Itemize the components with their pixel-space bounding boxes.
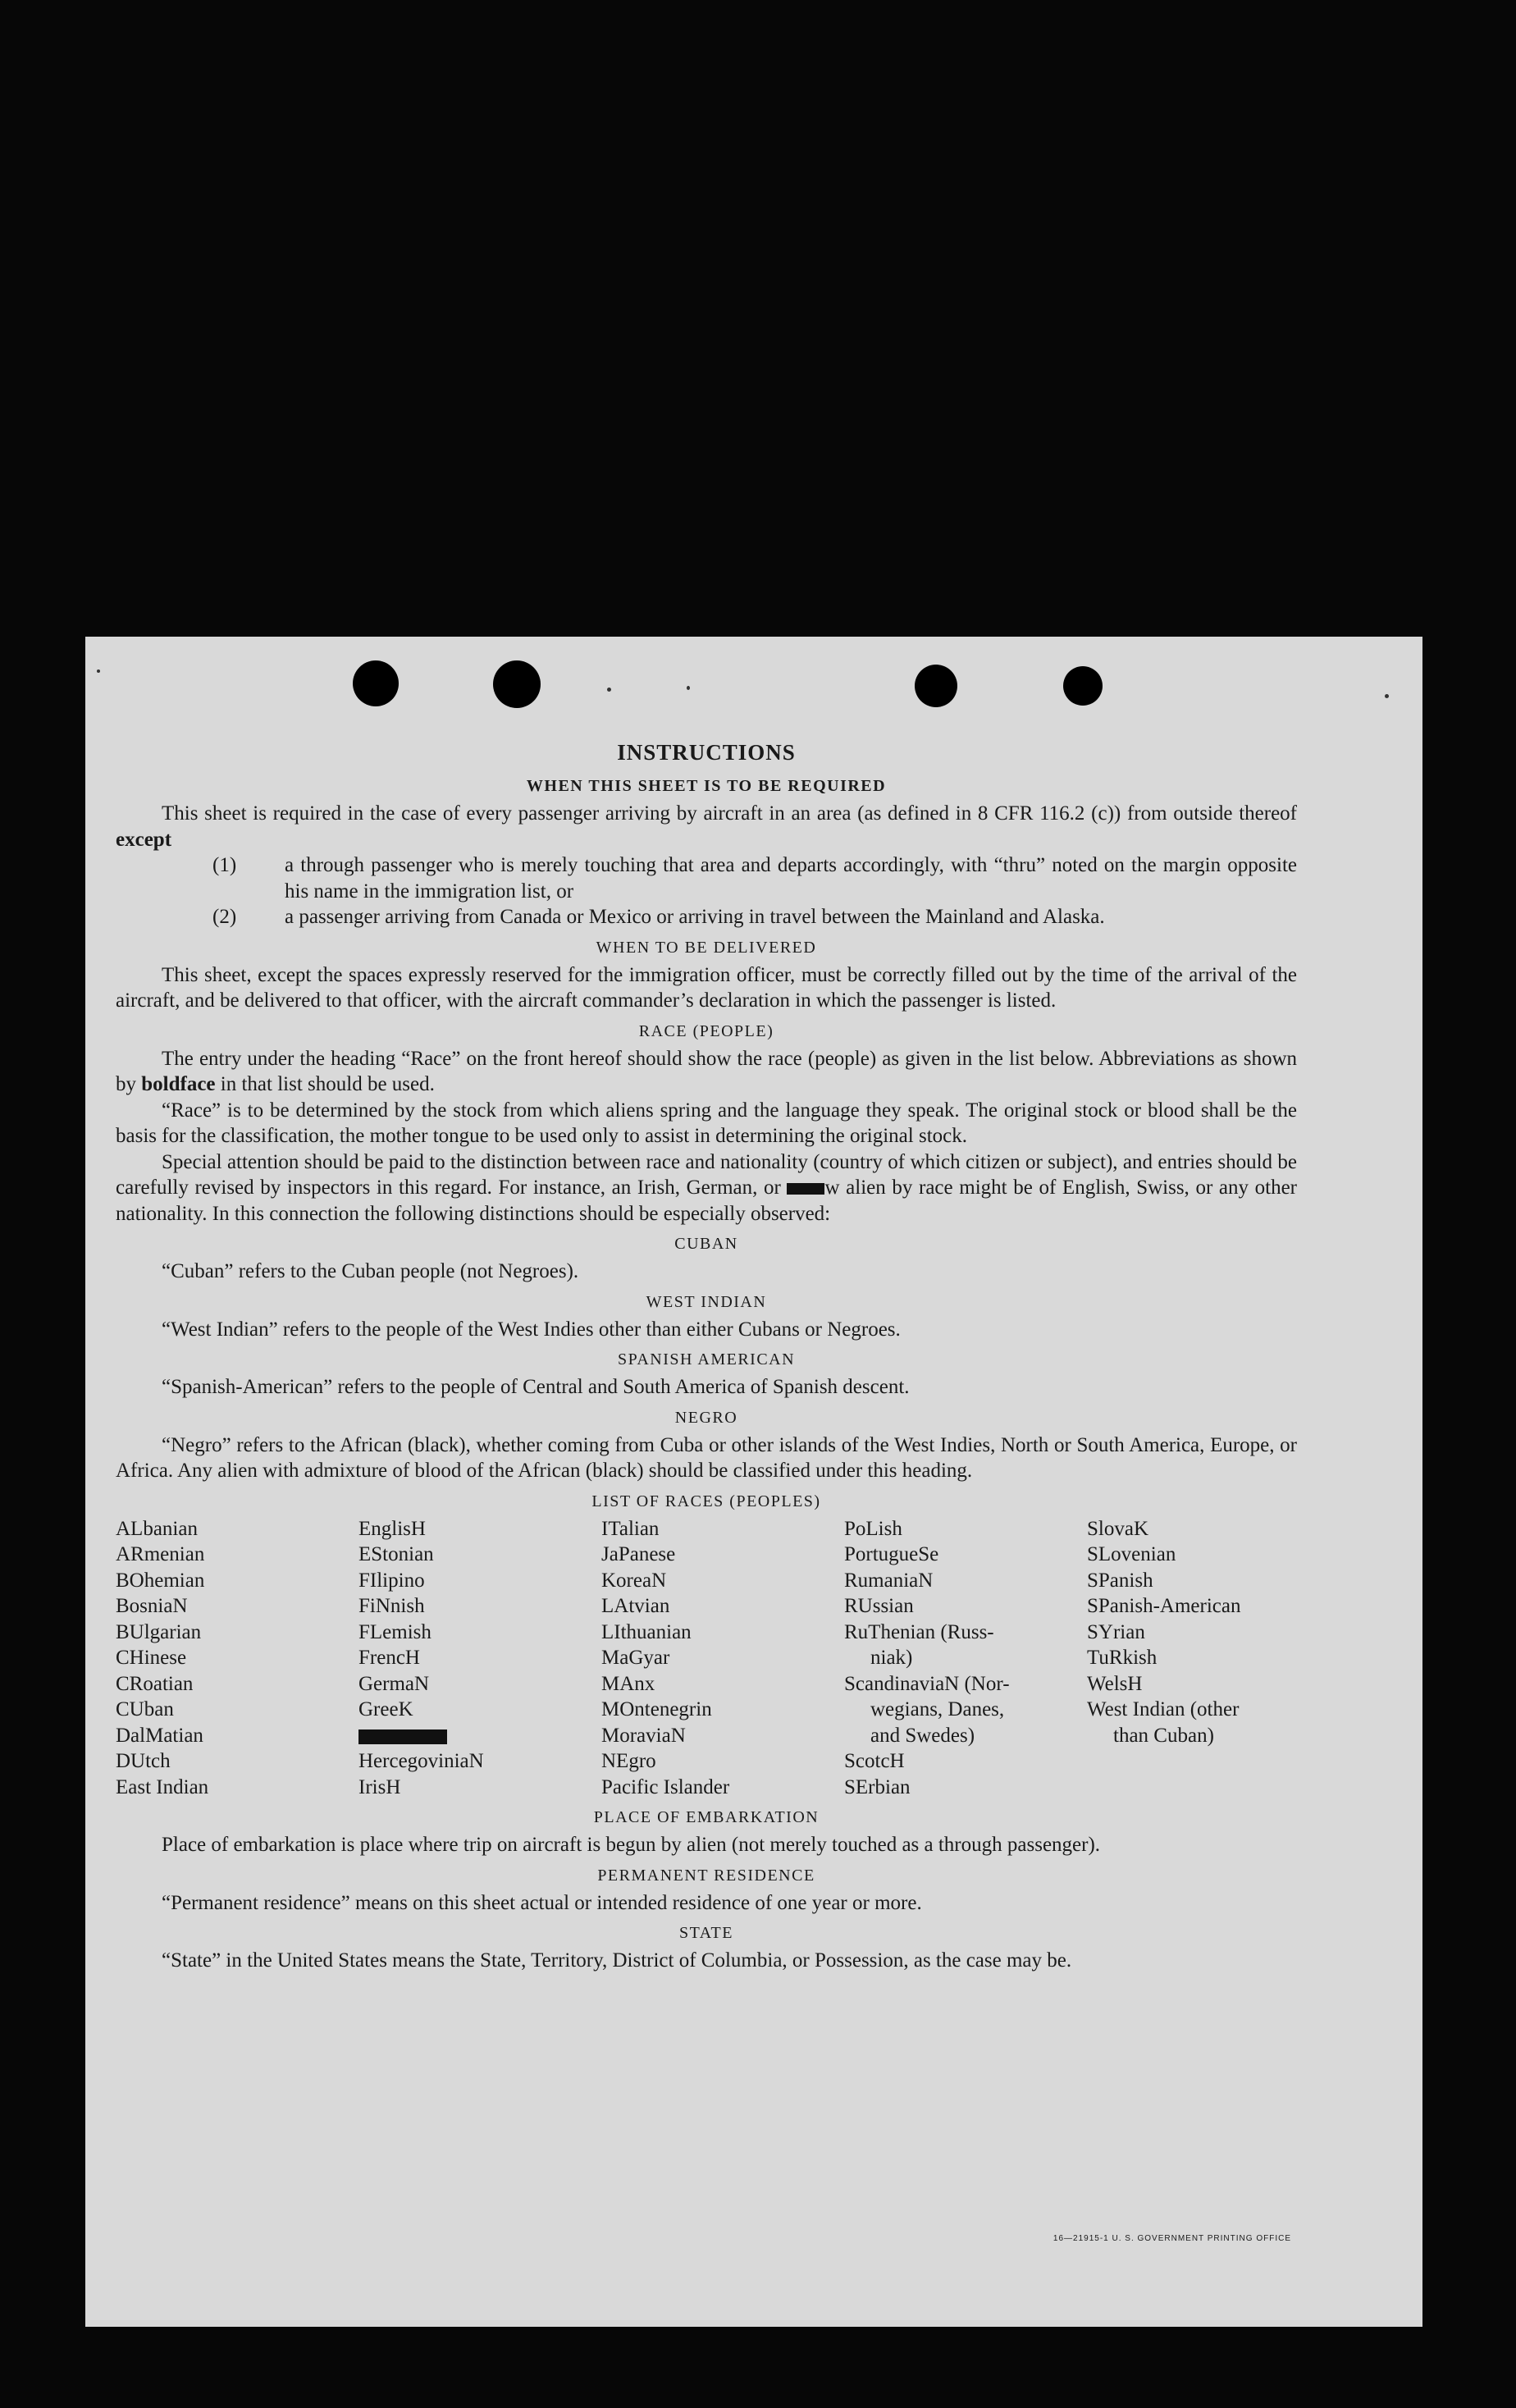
race-item: SYrian <box>1087 1620 1145 1643</box>
punch-hole <box>353 660 399 706</box>
race-item: GermaN <box>358 1672 430 1695</box>
race-item: ALbanian <box>116 1517 198 1540</box>
race-item: DalMatian <box>116 1724 203 1747</box>
section-heading: STATE <box>679 1924 733 1942</box>
list-item: (1) a through passenger who is merely touching that area and departs accordingly, with “thru” noted on the margin opposite his name in the immigration list, or <box>212 854 1297 902</box>
race-item: SPanish-American <box>1087 1595 1241 1617</box>
race-item: FLemish <box>358 1620 432 1643</box>
race-item: DUtch <box>116 1750 171 1772</box>
race-column <box>1087 1516 1330 1801</box>
race-item: FIlipino <box>358 1569 425 1592</box>
race-item: GreeK <box>358 1698 413 1720</box>
race-item: ITalian <box>601 1517 660 1540</box>
paragraph: This sheet is required in the case of every passenger arriving by aircraft in an area (as defined in 8 CFR 116.2 (c)) from outside thereof except <box>116 802 1297 851</box>
race-column <box>844 1516 1087 1801</box>
race-item: TuRkish <box>1087 1647 1158 1669</box>
section-heading: WHEN THIS SHEET IS TO BE REQUIRED <box>526 777 887 795</box>
race-item: CRoatian <box>116 1672 194 1695</box>
race-item: NEgro <box>601 1750 656 1772</box>
section-heading: SPANISH AMERICAN <box>617 1350 796 1368</box>
race-item: LIthuanian <box>601 1620 692 1643</box>
section-heading: PERMANENT RESIDENCE <box>597 1866 815 1885</box>
instructions-content <box>116 740 1297 1974</box>
race-item: MoraviaN <box>601 1724 686 1747</box>
race-item: EnglisH <box>358 1517 426 1540</box>
race-item: ScotcH <box>844 1750 905 1772</box>
document-sheet <box>85 637 1422 2327</box>
race-item: and Swedes) <box>870 1724 975 1747</box>
race-item: LAtvian <box>601 1595 670 1617</box>
paragraph: The entry under the heading “Race” on the front hereof should show the race (people) as given in the list below. Abbreviations as shown by boldface in that list should be used. <box>116 1047 1297 1095</box>
race-item: East Indian <box>116 1775 209 1798</box>
race-item: PoLish <box>844 1517 902 1540</box>
paragraph: “Race” is to be determined by the stock from which aliens spring and the language they speak. The original stock or blood shall be the basis for the classification, the mother tongue to be used only to assist in determining the original stock. <box>116 1099 1297 1147</box>
race-item: FrencH <box>358 1647 420 1669</box>
race-item: ARmenian <box>116 1543 205 1565</box>
punch-hole <box>1063 666 1103 706</box>
race-item: SErbian <box>844 1775 911 1798</box>
speck <box>1385 694 1389 698</box>
paragraph: “Spanish-American” refers to the people of Central and South America of Spanish descent. <box>162 1376 910 1398</box>
race-item: ScandinaviaN (Nor- <box>844 1672 1010 1695</box>
race-list <box>116 1516 1297 1801</box>
race-item: wegians, Danes, <box>870 1698 1005 1720</box>
paragraph: This sheet, except the spaces expressly reserved for the immigration officer, must be correctly filled out by the time of the arrival of the aircraft, and be delivered to that officer, with the aircraft commander’s declaration in which the passenger is listed. <box>116 963 1297 1012</box>
race-item: CHinese <box>116 1647 187 1669</box>
printer-footer: 16—21915-1 U. S. GOVERNMENT PRINTING OFFICE <box>1053 2234 1291 2243</box>
race-item: FiNnish <box>358 1595 425 1617</box>
race-item: JaPanese <box>601 1543 676 1565</box>
race-item: PortugueSe <box>844 1543 939 1565</box>
race-item: SPanish <box>1087 1569 1153 1592</box>
speck <box>97 669 100 673</box>
race-item: WelsH <box>1087 1672 1143 1695</box>
section-heading: WEST INDIAN <box>646 1292 767 1311</box>
race-item: KoreaN <box>601 1569 667 1592</box>
race-item: than Cuban) <box>1113 1724 1214 1747</box>
list-item: (2) a passenger arriving from Canada or Mexico or arriving in travel between the Mainland and Alaska. <box>212 906 1105 928</box>
race-item: MOntenegrin <box>601 1698 712 1720</box>
redaction-mark <box>787 1183 824 1195</box>
punch-hole <box>915 665 957 707</box>
section-heading: WHEN TO BE DELIVERED <box>596 938 817 957</box>
race-column <box>116 1516 358 1801</box>
race-column <box>601 1516 844 1801</box>
section-heading: RACE (PEOPLE) <box>638 1021 774 1040</box>
speck <box>687 686 690 690</box>
paragraph: “State” in the United States means the State, Territory, District of Columbia, or Possession, as the case may be. <box>162 1949 1072 1972</box>
section-heading: CUBAN <box>674 1235 738 1253</box>
race-item: RUssian <box>844 1595 914 1617</box>
race-item: niak) <box>870 1647 913 1669</box>
section-heading: PLACE OF EMBARKATION <box>593 1808 820 1826</box>
race-item: RuThenian (Russ- <box>844 1620 994 1643</box>
race-item: SLovenian <box>1087 1543 1176 1565</box>
race-item: BosniaN <box>116 1595 188 1617</box>
race-item: BOhemian <box>116 1569 205 1592</box>
race-column <box>358 1516 601 1801</box>
race-item: MAnx <box>601 1672 655 1695</box>
race-item: RumaniaN <box>844 1569 934 1592</box>
paragraph: “Negro” refers to the African (black), whether coming from Cuba or other islands of the West Indies, North or South America, Europe, or Africa. Any alien with admixture of blood of the African (black) should be classified under this heading. <box>116 1433 1297 1482</box>
paragraph: “West Indian” refers to the people of the West Indies other than either Cubans or Negroes. <box>162 1318 901 1341</box>
paragraph: “Cuban” refers to the Cuban people (not Negroes). <box>162 1260 579 1282</box>
paragraph: Special attention should be paid to the distinction between race and nationality (country of which citizen or subject), and entries should be carefully revised by inspectors in this regard. For instance, an Irish, German, or w alien by race might be of English, Swiss, or any other nationality. In this connection the following distinctions should be especially observed: <box>116 1150 1298 1225</box>
page-title: INSTRUCTIONS <box>617 740 796 765</box>
section-heading: LIST OF RACES (PEOPLES) <box>591 1492 821 1510</box>
paragraph: “Permanent residence” means on this sheet actual or intended residence of one year or more. <box>162 1891 922 1914</box>
race-item: BUlgarian <box>116 1620 202 1643</box>
paragraph: Place of embarkation is place where trip on aircraft is begun by alien (not merely touched as a through passenger). <box>162 1834 1101 1856</box>
race-item: CUban <box>116 1698 174 1720</box>
redaction-mark <box>358 1729 447 1744</box>
bold-word: except <box>116 828 172 851</box>
punch-hole <box>493 660 541 708</box>
race-item: EStonian <box>358 1543 434 1565</box>
race-item: SlovaK <box>1087 1517 1148 1540</box>
race-item: West Indian (other <box>1087 1698 1240 1720</box>
race-item: IrisH <box>358 1775 401 1798</box>
race-item-redacted <box>358 1723 601 1749</box>
race-item: HercegoviniaN <box>358 1750 484 1772</box>
speck <box>607 688 611 692</box>
section-heading: NEGRO <box>674 1408 738 1427</box>
race-item: MaGyar <box>601 1647 670 1669</box>
race-item: Pacific Islander <box>601 1775 730 1798</box>
